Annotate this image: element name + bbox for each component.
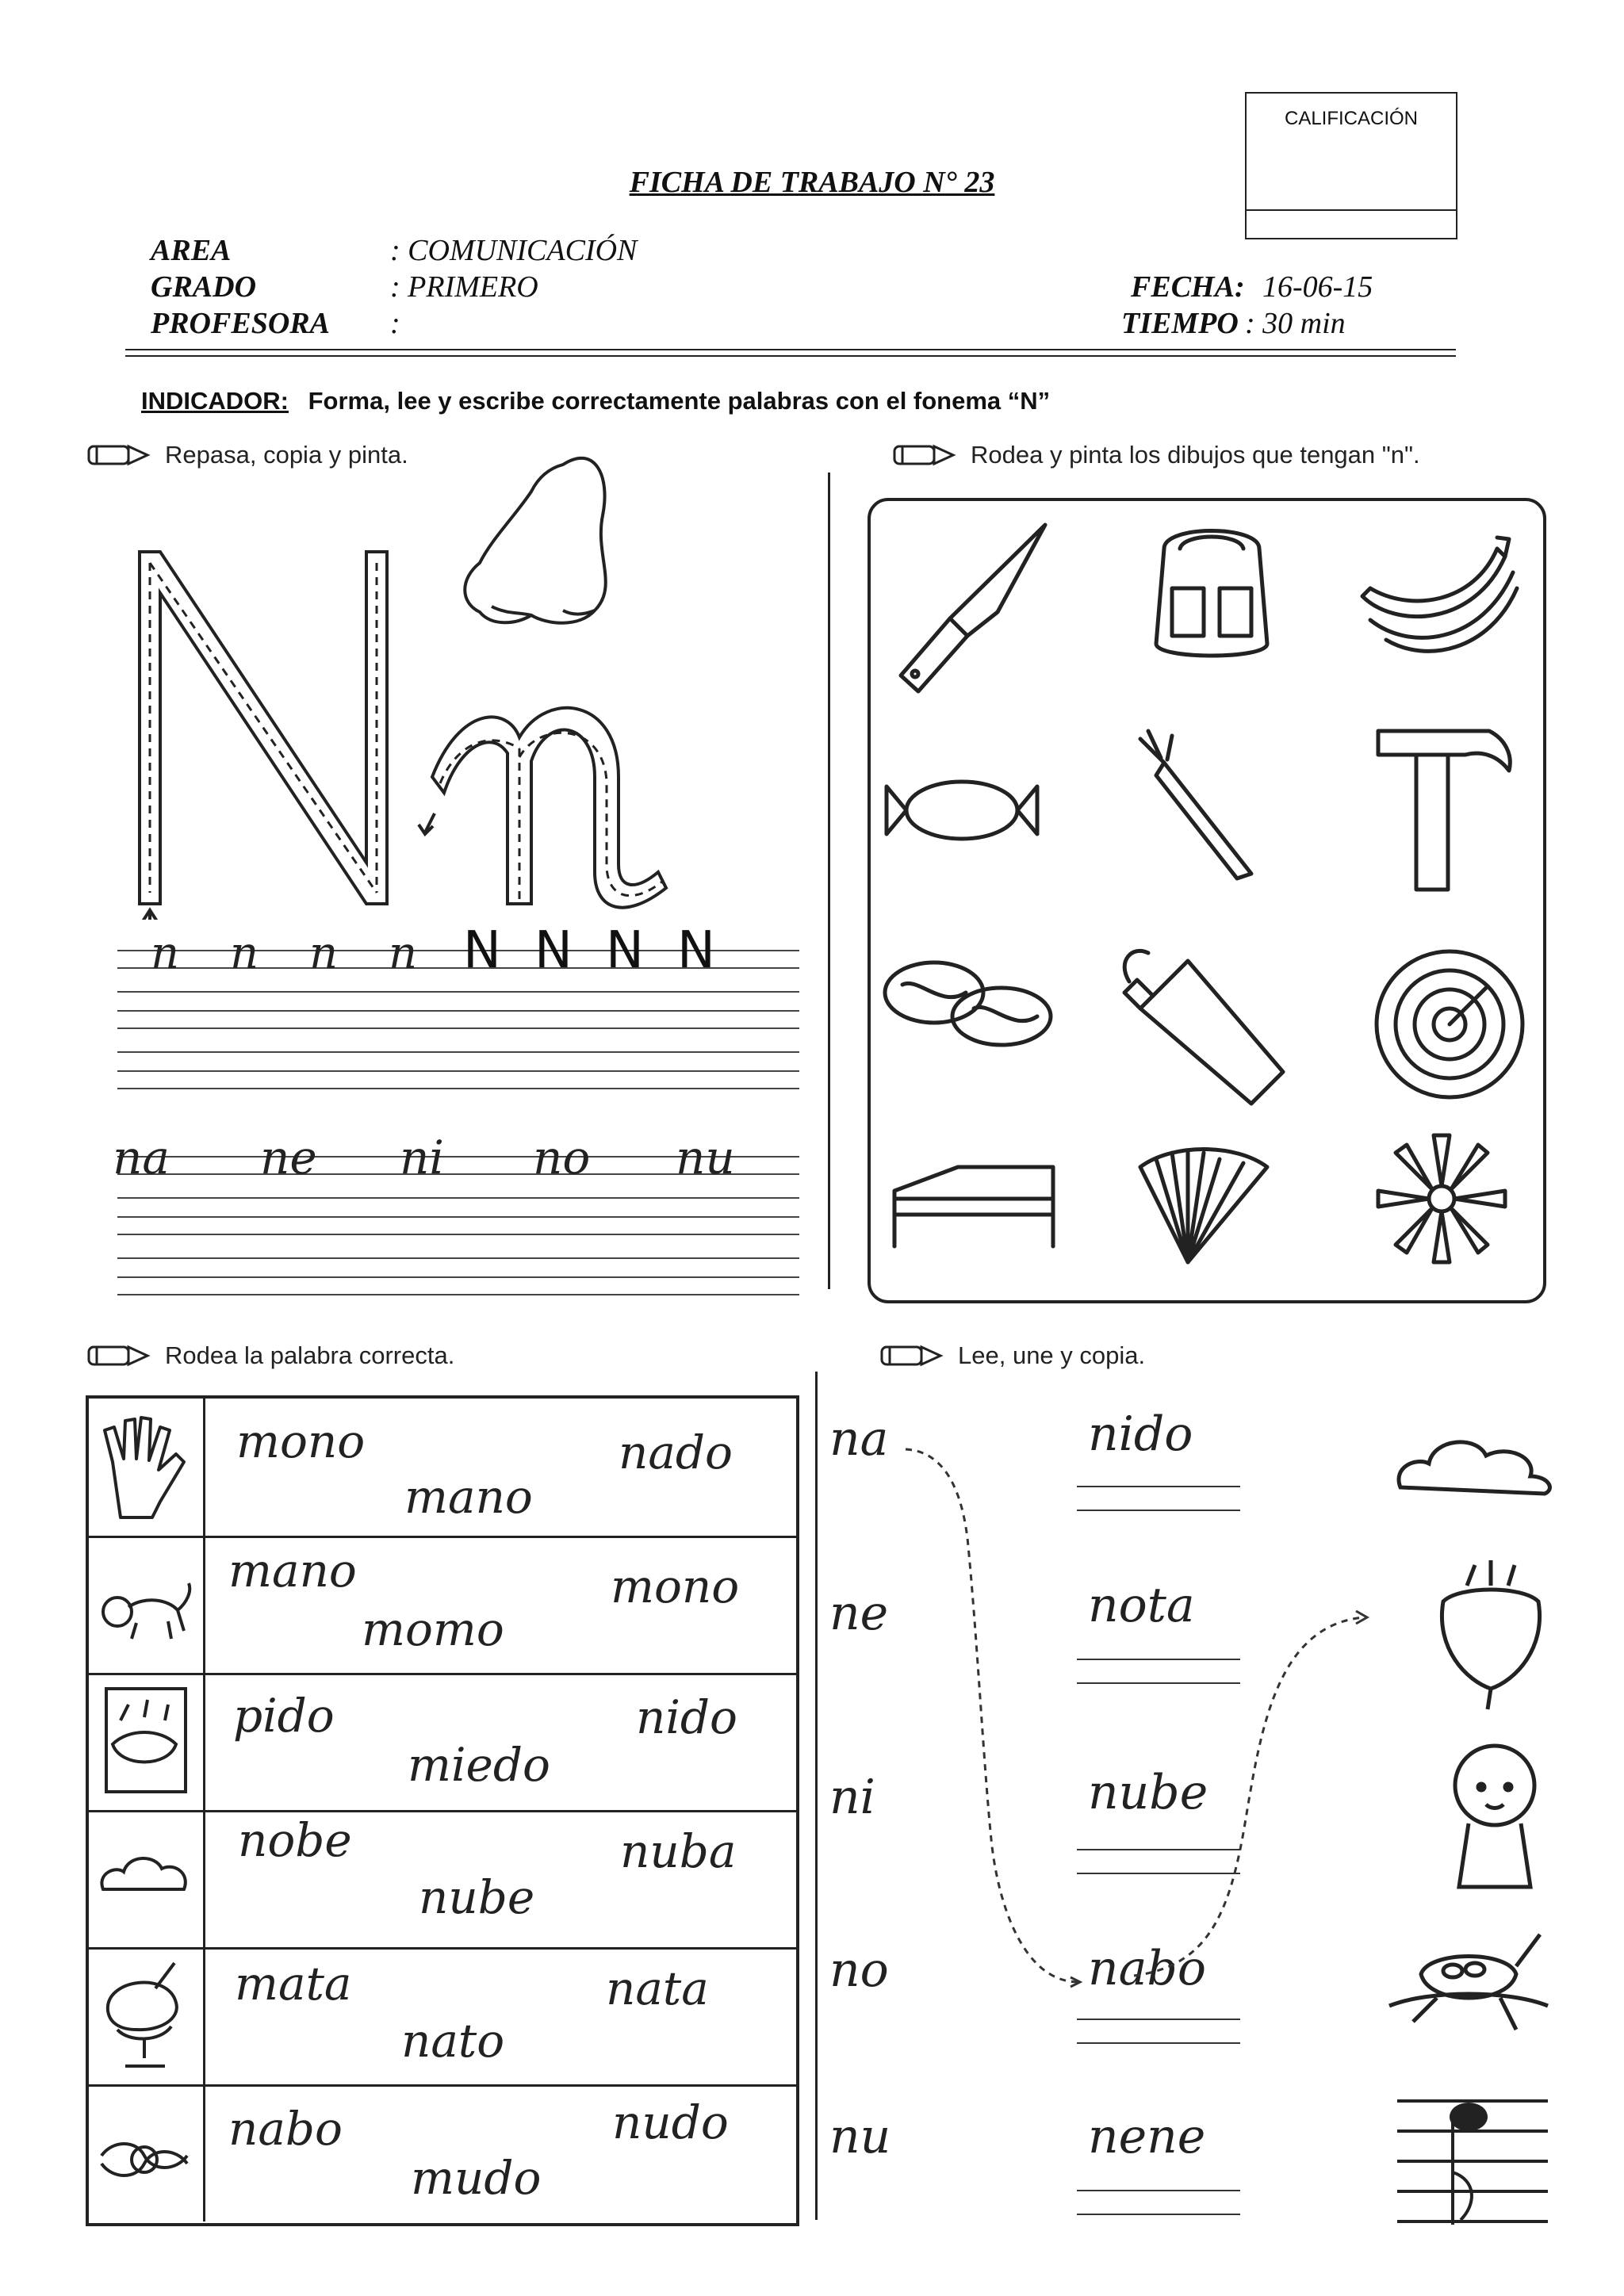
word-table (86, 1395, 799, 2226)
trace-letter: n (309, 928, 339, 979)
section4-header (879, 1341, 1145, 1370)
table-picture-cell (89, 1947, 205, 2084)
trace-letter: N (463, 921, 501, 980)
pencil-icon (879, 1342, 944, 1369)
match-syllable[interactable]: na (829, 1411, 889, 1467)
writing-line (117, 1088, 799, 1089)
fecha-value: 16-06-15 (1262, 270, 1373, 304)
match-word[interactable]: nota (1088, 1578, 1195, 1633)
writing-line (117, 1197, 799, 1199)
match-syllable[interactable]: no (829, 1942, 889, 1998)
table-row (89, 1810, 796, 1950)
word-option[interactable]: mudo (411, 2151, 542, 2205)
table-picture-cell (89, 2084, 205, 2221)
carrot-icon[interactable] (1140, 731, 1251, 878)
word-option[interactable]: momo (362, 1602, 504, 1656)
area-value: : COMUNICACIÓN (390, 234, 638, 267)
tube-icon[interactable] (1124, 951, 1283, 1104)
word-option[interactable]: nube (419, 1870, 535, 1924)
trace-letter: n (151, 928, 180, 979)
knife-icon[interactable] (901, 525, 1045, 691)
column-divider (815, 1372, 818, 2220)
word-option[interactable]: nabo (228, 2102, 343, 2156)
flower-icon[interactable] (1378, 1135, 1505, 1262)
writing-line (117, 1070, 799, 1072)
word-option[interactable]: nudo (612, 2095, 729, 2149)
match-syllable[interactable]: nu (829, 2109, 891, 2164)
trace-letter: N (677, 921, 715, 980)
monkey-icon (89, 1536, 200, 1670)
area-label: AREA (151, 234, 232, 267)
baby-icon[interactable] (1435, 1736, 1554, 1895)
match-syllable[interactable]: ni (829, 1770, 875, 1825)
trace-letter: N (606, 921, 644, 980)
match-word[interactable]: nido (1088, 1406, 1193, 1462)
word-option[interactable]: nata (606, 1961, 709, 2015)
table-row (89, 1673, 796, 1812)
profesora-value: : (390, 307, 400, 340)
writing-line (117, 1027, 799, 1029)
trace-letter: N (534, 921, 573, 980)
word-option[interactable]: pido (233, 1689, 335, 1743)
bed-icon[interactable] (894, 1167, 1053, 1246)
match-word[interactable]: nube (1088, 1765, 1208, 1820)
section1-instruction: Repasa, copia y pinta. (165, 441, 408, 469)
table-picture-cell (89, 1673, 205, 1810)
profesora-label: PROFESORA (151, 307, 330, 340)
section3-header (86, 1341, 454, 1370)
connector-nabo-turnip (1134, 1617, 1364, 1976)
pencil-icon (891, 442, 956, 469)
tiempo-label: TIEMPO (1121, 307, 1239, 340)
word-option[interactable]: nido (636, 1690, 737, 1744)
header-rule-double (125, 355, 1456, 357)
section4-instruction: Lee, une y copia. (958, 1341, 1146, 1369)
match-word[interactable]: nabo (1088, 1941, 1206, 1996)
writing-line (117, 1294, 799, 1295)
cloud-icon (89, 1810, 200, 1945)
copy-line[interactable] (1077, 2042, 1240, 2044)
fecha-label: FECHA: (1131, 270, 1245, 304)
copy-line[interactable] (1077, 2019, 1240, 2020)
writing-line (117, 1216, 799, 1218)
syllable: no (533, 1131, 591, 1184)
table-row (89, 1536, 796, 1675)
syllable: ne (260, 1131, 317, 1184)
connector-na-nabo (906, 1449, 1078, 1982)
section2-instruction: Rodea y pinta los dibujos que tengan "n". (971, 441, 1420, 469)
letter-n-tracing (119, 444, 809, 920)
cloud-icon[interactable] (1389, 1411, 1564, 1506)
grade-label: CALIFICACIÓN (1284, 108, 1419, 129)
section3-instruction: Rodea la palabra correcta. (165, 1341, 455, 1369)
match-word[interactable]: nene (1088, 2109, 1206, 2164)
word-option[interactable]: nobe (238, 1813, 352, 1867)
candy-icon[interactable] (887, 782, 1037, 839)
writing-line (117, 1010, 799, 1012)
page-title: FICHA DE TRABAJO N° 23 (629, 166, 995, 199)
indicator-label: INDICADOR: (141, 387, 289, 415)
word-option[interactable]: mata (235, 1957, 352, 2011)
writing-line (117, 1276, 799, 1278)
target-icon[interactable] (1377, 951, 1522, 1097)
turnip-icon[interactable] (1419, 1554, 1562, 1712)
backpack-icon[interactable] (1156, 531, 1267, 656)
writing-line (117, 1051, 799, 1053)
table-picture-cell (89, 1399, 205, 1536)
copy-line[interactable] (1077, 2190, 1240, 2191)
grado-label: GRADO (151, 270, 257, 304)
syllable: na (113, 1131, 170, 1184)
word-option[interactable]: mano (228, 1544, 357, 1598)
bananas-icon[interactable] (1362, 538, 1517, 651)
writing-line (117, 991, 799, 993)
column-divider (828, 473, 830, 1289)
writing-line (117, 1234, 799, 1235)
nest-icon (89, 1673, 200, 1808)
section2-header (891, 441, 1420, 469)
header-rule (125, 349, 1456, 350)
syllable: nu (676, 1131, 735, 1184)
pencil-icon (86, 1342, 151, 1369)
fan-icon[interactable] (1140, 1150, 1267, 1263)
grado-value: : PRIMERO (390, 270, 538, 304)
music-note-icon[interactable] (1389, 2085, 1556, 2228)
trace-letter: n (389, 928, 418, 979)
table-row (89, 1947, 796, 2087)
knot-icon (89, 2084, 200, 2219)
table-picture-cell (89, 1810, 205, 1947)
nest-icon[interactable] (1381, 1919, 1556, 2045)
indicator (141, 387, 1050, 415)
syllable: ni (400, 1131, 444, 1184)
word-option[interactable]: nato (401, 2014, 505, 2068)
ice-cream-icon (89, 1947, 200, 2082)
hand-icon (89, 1399, 200, 1533)
grade-divider (1247, 209, 1456, 211)
trace-letter: n (230, 928, 259, 979)
table-row (89, 1399, 796, 1538)
table-picture-cell (89, 1536, 205, 1673)
tiempo-value: : 30 min (1245, 307, 1346, 340)
word-option[interactable]: miedo (408, 1738, 550, 1792)
match-syllable[interactable]: ne (829, 1586, 889, 1641)
match-connectors (904, 1427, 1443, 1998)
hammer-icon[interactable] (1378, 731, 1510, 890)
writing-line (117, 1257, 799, 1259)
word-option[interactable]: nado (619, 1425, 733, 1479)
word-option[interactable]: mono (236, 1414, 366, 1468)
word-option[interactable]: nuba (620, 1824, 737, 1878)
indicator-text: Forma, lee y escribe correctamente palabras con el fonema “N” (308, 387, 1051, 415)
copy-line[interactable] (1077, 2214, 1240, 2215)
walnuts-icon[interactable] (885, 962, 1051, 1045)
word-option[interactable]: mano (404, 1470, 533, 1524)
table-row (89, 2084, 796, 2221)
word-option[interactable]: mono (611, 1559, 740, 1613)
picture-box (868, 498, 1546, 1303)
